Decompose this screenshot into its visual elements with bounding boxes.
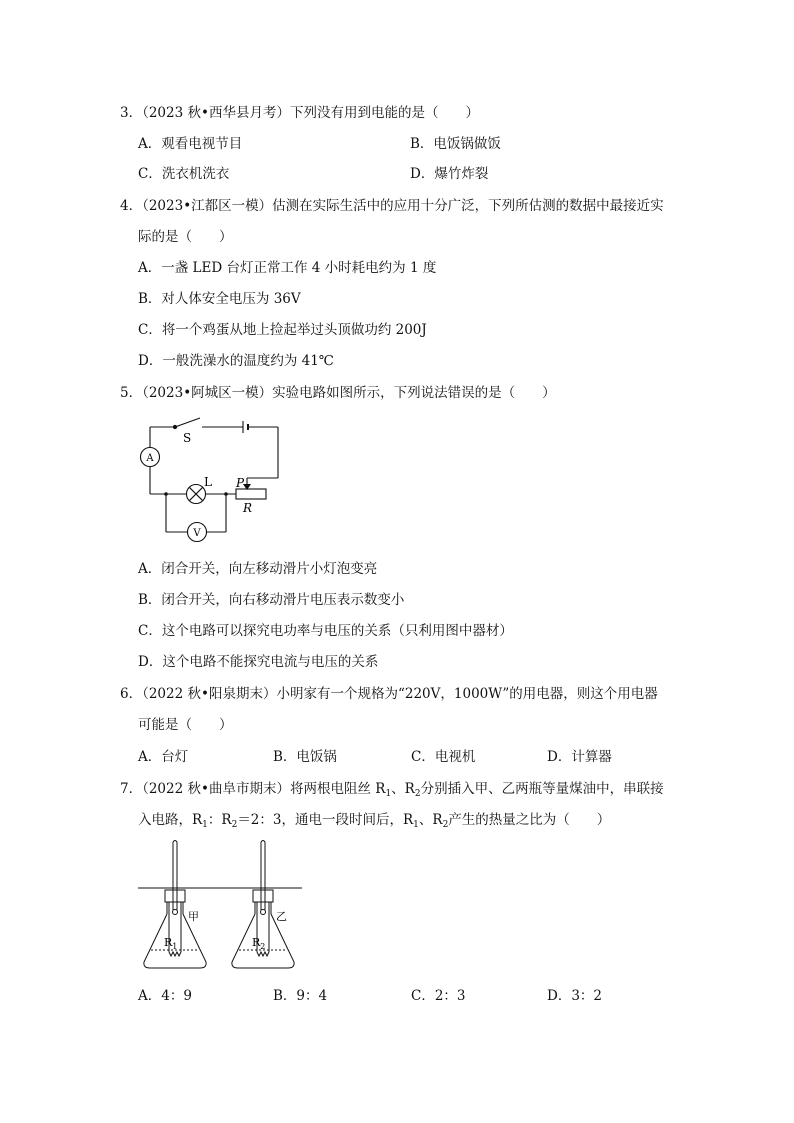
flask-1-label: 甲 [188,910,199,923]
switch-label: S [183,431,192,445]
question-4-stem-cont: 际的是（ ） [138,229,233,245]
junction-right [224,492,228,496]
resistor-coil-2 [257,952,269,956]
question-7-option-a: A．4：9 [138,988,192,1004]
voltmeter-label: V [193,528,201,539]
question-5-stem: 5．（2023•阿城区一模）实验电路如图所示，下列说法错误的是（ ） [120,385,556,401]
question-3-option-c: C．洗衣机洗衣 [138,166,230,182]
question-5-option-d: D．这个电路不能探究电流与电压的关系 [138,654,379,670]
question-7-stem: 7．（2022 秋•曲阜市期末）将两根电阻丝 $R_1$、$R_2$分别插入甲、乙两瓶等量煤油中，串联接 [120,781,664,799]
switch-blade [175,418,200,427]
question-7-option-b: B．9：4 [273,988,328,1004]
question-6-stem-cont: 可能是（ ） [138,717,233,733]
question-6-option-b: B．电饭锅 [273,749,337,765]
r1-label: $R_1$ [164,936,178,951]
question-3-option-a: A．观看电视节目 [138,136,243,152]
question-4-stem: 4．（2023•江都区一模）估测在实际生活中的应用十分广泛，下列所估测的数据中最接近实 [120,198,664,214]
stopper-1 [165,890,185,902]
question-7-option-c: C．2：3 [411,988,466,1004]
flask-diagram [136,840,306,978]
question-4-option-a: A．一盏 LED 台灯正常工作 4 小时耗电约为 1 度 [138,260,437,276]
question-3-option-b: B．电饭锅做饭 [410,136,501,152]
question-3-option-d: D．爆竹炸裂 [410,166,489,182]
rheostat-symbol [236,489,266,499]
question-5-option-a: A．闭合开关，向左移动滑片小灯泡变亮 [138,561,378,577]
question-6-option-d: D．计算器 [547,749,612,765]
question-6-option-c: C．电视机 [411,749,476,765]
question-6-stem: 6．（2022 秋•阳泉期末）小明家有一个规格为“220V，1000W”的用电器，则这个用电器 [120,686,658,702]
junction-left [164,492,168,496]
ammeter-label: A [146,453,154,464]
question-3-stem: 3．（2023 秋•西华县月考）下列没有用到电能的是（ ） [120,105,479,121]
circuit-diagram [138,415,288,545]
question-4-option-c: C．将一个鸡蛋从地上捡起举过头顶做功约 200J [138,322,427,338]
question-6-option-a: A．台灯 [138,749,189,765]
slider-label: P [236,476,245,490]
question-4-option-b: B．对人体安全电压为 36V [138,291,301,307]
question-5-option-c: C．这个电路可以探究电功率与电压的关系（只利用图中器材） [138,623,513,639]
stopper-2 [253,890,273,902]
question-7-stem-cont: 入电路，$R_1$：$R_2=2$：3，通电一段时间后，$R_1$、$R_2$产生的热量之比为（ ） [138,812,611,830]
r2-label: $R_2$ [252,936,266,951]
question-4-option-d: D．一般洗澡水的温度约为 41℃ [138,353,334,369]
lamp-label: L [204,475,212,489]
question-7-option-d: D．3：2 [547,988,603,1004]
resistor-coil-1 [169,952,181,956]
rheostat-label: R [243,501,253,515]
flask-2-label: 乙 [276,910,287,923]
question-5-option-b: B．闭合开关，向右移动滑片电压表示数变小 [138,592,405,608]
